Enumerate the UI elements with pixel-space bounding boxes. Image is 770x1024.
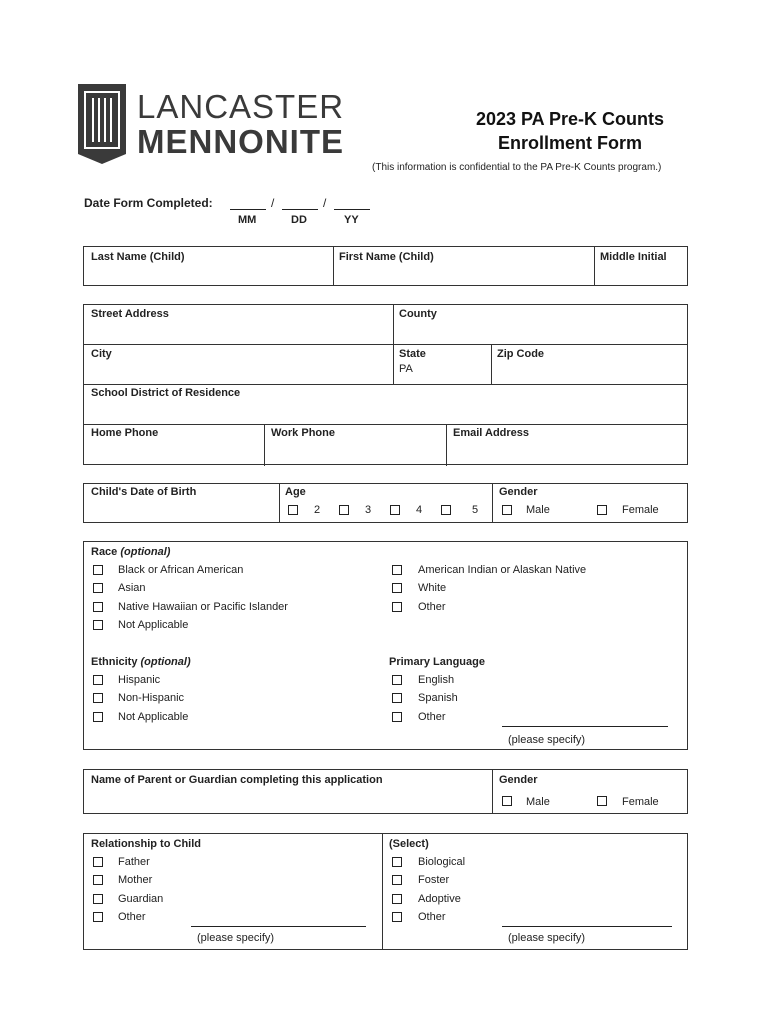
ethnicity-optional: (optional) [140,656,191,668]
parent-male-checkbox[interactable] [502,796,512,806]
logo-mark-icon [78,84,126,164]
divider [84,344,687,345]
language-other-checkbox[interactable] [392,712,402,722]
divider [446,425,447,466]
parent-male-label: Male [526,796,550,808]
select-other-checkbox[interactable] [392,912,402,922]
ethnicity-label-text: Ethnicity [91,656,138,668]
zip-code-field[interactable]: Zip Code [497,348,545,360]
ethnicity-non-hispanic-checkbox[interactable] [93,693,103,703]
select-foster-checkbox[interactable] [392,875,402,885]
title-line-1: 2023 PA Pre-K Counts [475,109,664,129]
gender-female-label: Female [622,504,659,516]
race-american-indian-checkbox[interactable] [392,565,402,575]
race-white-label: White [418,582,447,594]
parent-box [83,769,688,814]
logo-line-2: MENNONITE [137,123,344,160]
city-field[interactable]: City [91,348,112,360]
race-black-checkbox[interactable] [93,565,103,575]
divider [264,425,265,466]
form-title [476,107,664,155]
divider [279,484,280,522]
race-white-checkbox[interactable] [392,583,402,593]
race-hawaiian-checkbox[interactable] [93,602,103,612]
gender-male-checkbox[interactable] [502,505,512,515]
select-biological-checkbox[interactable] [392,857,402,867]
parent-female-checkbox[interactable] [597,796,607,806]
ethnicity-hispanic-checkbox[interactable] [93,675,103,685]
relationship-box [83,833,688,950]
language-english-label: English [418,674,455,686]
age-3-label: 3 [365,504,372,516]
age-2-label: 2 [314,504,321,516]
relationship-specify-line[interactable] [191,926,366,927]
language-spanish-label: Spanish [418,692,458,704]
child-name-box [83,246,688,286]
language-spanish-checkbox[interactable] [392,693,402,703]
county-field[interactable]: County [399,308,437,320]
ethnicity-hispanic-label: Hispanic [118,674,161,686]
select-specify-line[interactable] [502,926,672,927]
parent-name-field[interactable]: Name of Parent or Guardian completing this application [91,774,383,786]
divider [594,247,595,285]
last-name-field[interactable]: Last Name (Child) [91,251,185,263]
select-label: (Select) [389,838,429,850]
gender-male-label: Male [526,504,550,516]
race-label [91,546,170,558]
race-other-label: Other [418,601,446,613]
demographics-box [83,541,688,750]
age-5-checkbox[interactable] [441,505,451,515]
race-label-text: Race [91,546,118,558]
language-english-checkbox[interactable] [392,675,402,685]
select-adoptive-label: Adoptive [418,893,461,905]
race-black-label: Black or African American [118,564,244,576]
race-na-label: Not Applicable [118,619,189,631]
divider [492,484,493,522]
date-slash: / [323,196,327,210]
middle-initial-field[interactable]: Middle Initial [600,251,667,263]
relationship-mother-checkbox[interactable] [93,875,103,885]
date-form-label: Date Form Completed: [84,196,213,210]
school-district-field[interactable]: School District of Residence [91,387,241,399]
ethnicity-non-hispanic-label: Non-Hispanic [118,692,185,704]
ethnicity-na-checkbox[interactable] [93,712,103,722]
birth-age-gender-box [83,483,688,523]
race-other-checkbox[interactable] [392,602,402,612]
logo-text [137,90,344,158]
divider [84,384,687,385]
age-label: Age [285,486,306,498]
relationship-specify-label: (please specify) [197,932,275,944]
age-2-checkbox[interactable] [288,505,298,515]
date-mm-line[interactable] [230,209,266,210]
race-hawaiian-label: Native Hawaiian or Pacific Islander [118,601,288,613]
race-na-checkbox[interactable] [93,620,103,630]
relationship-father-checkbox[interactable] [93,857,103,867]
divider [492,770,493,813]
divider [382,834,383,949]
language-specify-line[interactable] [502,726,668,727]
date-dd-label: DD [291,214,307,226]
parent-gender-label: Gender [499,774,538,786]
divider [84,424,687,425]
date-yy-line[interactable] [334,209,370,210]
date-dd-line[interactable] [282,209,318,210]
work-phone-field[interactable]: Work Phone [271,427,335,439]
gender-label: Gender [499,486,538,498]
relationship-label: Relationship to Child [91,838,201,850]
select-foster-label: Foster [418,874,450,886]
select-specify-label: (please specify) [508,932,586,944]
select-biological-label: Biological [418,856,466,868]
relationship-mother-label: Mother [118,874,153,886]
parent-female-label: Female [622,796,659,808]
gender-female-checkbox[interactable] [597,505,607,515]
dob-field[interactable]: Child's Date of Birth [91,486,197,498]
address-box [83,304,688,465]
age-4-checkbox[interactable] [390,505,400,515]
divider [393,305,394,384]
relationship-other-label: Other [118,911,146,923]
ethnicity-label [91,656,191,668]
age-3-checkbox[interactable] [339,505,349,515]
race-optional: (optional) [120,546,171,558]
street-address-field[interactable]: Street Address [91,308,169,320]
first-name-field[interactable]: First Name (Child) [339,251,434,263]
relationship-father-label: Father [118,856,150,868]
race-asian-label: Asian [118,582,146,594]
language-other-label: Other [418,711,446,723]
logo-line-1: LANCASTER [137,88,345,125]
select-other-label: Other [418,911,446,923]
age-5-label: 5 [472,504,479,516]
confidential-note: (This information is confidential to the PA Pre-K Counts program.) [372,162,662,173]
date-slash: / [271,196,275,210]
date-yy-label: YY [344,214,359,226]
relationship-other-checkbox[interactable] [93,912,103,922]
relationship-guardian-checkbox[interactable] [93,894,103,904]
race-american-indian-label: American Indian or Alaskan Native [418,564,587,576]
divider [491,345,492,384]
divider [333,247,334,285]
email-field[interactable]: Email Address [453,427,530,439]
state-field[interactable]: State [399,348,426,360]
home-phone-field[interactable]: Home Phone [91,427,159,439]
state-value: PA [399,363,413,375]
date-mm-label: MM [238,214,257,226]
ethnicity-na-label: Not Applicable [118,711,189,723]
relationship-guardian-label: Guardian [118,893,164,905]
title-line-2: Enrollment Form [497,133,642,153]
select-adoptive-checkbox[interactable] [392,894,402,904]
language-label: Primary Language [389,656,485,668]
language-specify-label: (please specify) [508,734,586,746]
race-asian-checkbox[interactable] [93,583,103,593]
age-4-label: 4 [416,504,423,516]
